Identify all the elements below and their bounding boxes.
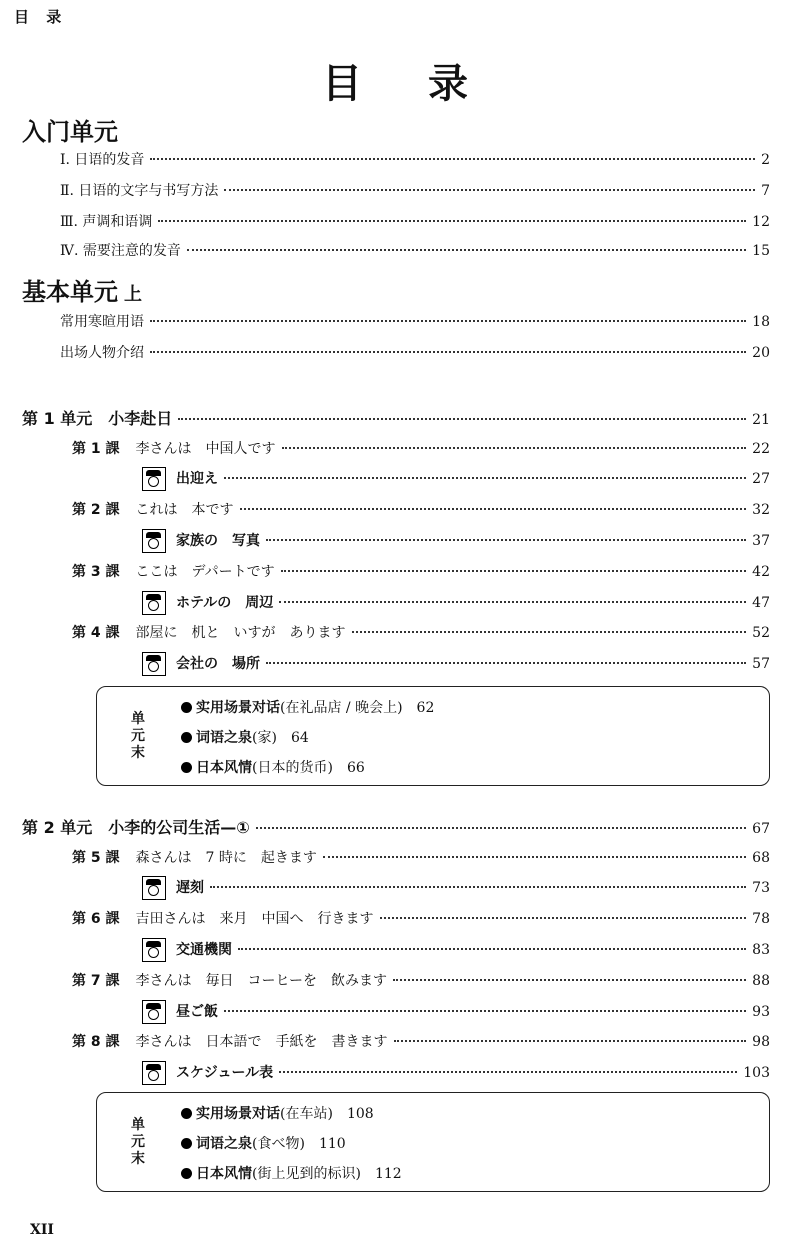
unit-page: 67 — [752, 821, 770, 837]
topic-page: 57 — [752, 656, 770, 672]
topic-entry[interactable] — [142, 1062, 770, 1084]
unit-end-label-char: 末 — [131, 745, 145, 761]
dot-leader — [224, 189, 755, 191]
unit-end-item-title: 词语之泉 — [196, 730, 252, 746]
topic-entry[interactable] — [142, 468, 770, 490]
topic-title: ホテルの 周辺 — [176, 595, 274, 611]
unit-end-item-title: 日本风情 — [196, 760, 252, 776]
section-heading-label: 基本单元 — [22, 278, 118, 306]
topic-entry[interactable] — [142, 653, 770, 675]
lesson-number: 第 5 課 — [72, 850, 120, 866]
unit-end-item-detail: (在车站) — [280, 1106, 333, 1122]
dot-leader — [238, 948, 746, 950]
toc-entry[interactable] — [60, 149, 770, 171]
unit-end-label — [129, 1117, 147, 1168]
unit-end-label-char: 元 — [131, 728, 145, 744]
topic-title: 交通機関 — [176, 942, 232, 958]
topic-entry[interactable] — [142, 877, 770, 899]
unit-end-label — [129, 711, 147, 762]
lesson-entry[interactable] — [72, 1031, 770, 1053]
unit-end-label-char: 元 — [131, 1134, 145, 1150]
dot-leader — [224, 1010, 746, 1012]
toc-entry[interactable] — [60, 311, 770, 333]
dot-leader — [158, 220, 746, 222]
dot-leader — [323, 856, 746, 858]
toc-entry-label: 常用寒暄用语 — [60, 314, 144, 330]
running-header: 目 录 — [14, 8, 68, 26]
topic-title: スケジュール表 — [176, 1065, 274, 1081]
chef-face-icon — [142, 876, 166, 900]
dot-leader — [256, 827, 746, 829]
lesson-number: 第 7 課 — [72, 973, 120, 989]
unit-entry-1[interactable] — [22, 406, 770, 428]
lesson-number: 第 4 課 — [72, 625, 120, 641]
unit-end-item-page: 64 — [290, 730, 309, 746]
topic-page: 103 — [743, 1065, 770, 1081]
dot-leader — [279, 601, 746, 603]
unit-end-item-detail: (街上见到的标识) — [252, 1166, 361, 1182]
dot-leader — [240, 508, 747, 510]
dot-leader — [394, 1040, 747, 1042]
unit-end-label-char: 末 — [131, 1151, 145, 1167]
toc-entry-page: 15 — [752, 243, 770, 259]
lesson-number: 第 8 課 — [72, 1034, 120, 1050]
lesson-title: 森さんは 7 時に 起きます — [135, 850, 317, 866]
lesson-title: 李さんは 毎日 コーヒーを 飲みます — [135, 973, 387, 989]
lesson-page: 98 — [752, 1034, 770, 1050]
unit-end-item-detail: (食べ物) — [252, 1136, 305, 1152]
chef-face-icon — [142, 1000, 166, 1024]
topic-title: 家族の 写真 — [176, 533, 260, 549]
page-title: 目 录 — [322, 61, 494, 107]
topic-page: 37 — [752, 533, 770, 549]
unit-end-box — [96, 686, 770, 786]
lesson-title: 李さんは 日本語で 手紙を 書きます — [135, 1034, 388, 1050]
lesson-entry[interactable] — [72, 908, 770, 930]
unit-end-item[interactable] — [181, 757, 365, 777]
topic-page: 73 — [752, 880, 770, 896]
lesson-page: 52 — [752, 625, 770, 641]
toc-entry[interactable] — [60, 211, 770, 233]
unit-title: 第 1 单元 小李赴日 — [22, 409, 173, 428]
lesson-page: 42 — [752, 564, 770, 580]
dot-leader — [282, 447, 747, 449]
chef-face-icon — [142, 529, 166, 553]
topic-page: 27 — [752, 471, 770, 487]
lesson-entry[interactable] — [72, 847, 770, 869]
lesson-title: ここは デパートです — [135, 564, 275, 580]
topic-entry[interactable] — [142, 1001, 770, 1023]
unit-end-item-detail: (在礼品店 / 晚会上) — [280, 700, 403, 716]
bullet-icon — [181, 702, 192, 713]
section-heading-label: 入门单元 — [22, 118, 118, 146]
dot-leader — [393, 979, 746, 981]
lesson-page: 22 — [752, 441, 770, 457]
dot-leader — [210, 886, 746, 888]
chef-face-icon — [142, 1061, 166, 1085]
dot-leader — [279, 1071, 737, 1073]
bullet-icon — [181, 762, 192, 773]
topic-page: 47 — [752, 595, 770, 611]
toc-entry[interactable] — [60, 240, 770, 262]
topic-title: 昼ご飯 — [176, 1004, 218, 1020]
dot-leader — [380, 917, 747, 919]
topic-title: 遅刻 — [176, 880, 204, 896]
dot-leader — [352, 631, 747, 633]
unit-end-item[interactable] — [181, 1133, 346, 1153]
unit-title: 第 2 单元 小李的公司生活—① — [22, 818, 250, 837]
section-heading-basic — [22, 272, 142, 307]
dot-leader — [150, 158, 755, 160]
bullet-icon — [181, 732, 192, 743]
unit-end-item-title: 实用场景对话 — [196, 1106, 280, 1122]
toc-entry-label: Ⅲ. 声调和语调 — [60, 214, 153, 230]
lesson-number: 第 1 課 — [72, 441, 120, 457]
toc-entry-page: 7 — [761, 183, 770, 199]
toc-entry[interactable] — [60, 180, 770, 202]
unit-end-item-title: 实用场景对话 — [196, 700, 280, 716]
unit-end-item-detail: (家) — [252, 730, 277, 746]
unit-end-item-detail: (日本的货币) — [252, 760, 333, 776]
bullet-icon — [181, 1168, 192, 1179]
topic-entry[interactable] — [142, 530, 770, 552]
lesson-number: 第 3 課 — [72, 564, 120, 580]
unit-end-item[interactable] — [181, 697, 434, 717]
unit-end-item[interactable] — [181, 1163, 402, 1183]
lesson-title: これは 本です — [135, 502, 234, 518]
chef-face-icon — [142, 591, 166, 615]
toc-entry-page: 20 — [752, 345, 770, 361]
section-heading-sub: 上 — [124, 284, 142, 305]
unit-end-item-page: 108 — [346, 1106, 374, 1122]
chef-face-icon — [142, 938, 166, 962]
lesson-number: 第 2 課 — [72, 502, 120, 518]
dot-leader — [178, 418, 746, 420]
lesson-title: 部屋に 机と いすが あります — [135, 625, 346, 641]
toc-entry-page: 18 — [752, 314, 770, 330]
unit-end-item-page: 62 — [416, 700, 435, 716]
dot-leader — [150, 320, 746, 322]
chef-face-icon — [142, 652, 166, 676]
toc-entry-label: Ⅱ. 日语的文字与书写方法 — [60, 183, 219, 199]
lesson-page: 68 — [752, 850, 770, 866]
topic-entry[interactable] — [142, 939, 770, 961]
lesson-number: 第 6 課 — [72, 911, 120, 927]
topic-page: 83 — [752, 942, 770, 958]
toc-entry-label: 出场人物介绍 — [60, 345, 144, 361]
toc-entry-label: Ⅰ. 日语的发音 — [60, 152, 145, 168]
lesson-page: 32 — [752, 502, 770, 518]
topic-entry[interactable] — [142, 592, 770, 614]
unit-end-item-title: 日本风情 — [196, 1166, 252, 1182]
dot-leader — [266, 539, 746, 541]
unit-end-item-page: 110 — [318, 1136, 346, 1152]
dot-leader — [281, 570, 747, 572]
unit-end-item[interactable] — [181, 1103, 374, 1123]
section-heading-intro — [22, 112, 118, 147]
lesson-entry[interactable] — [72, 499, 770, 521]
lesson-entry[interactable] — [72, 561, 770, 583]
lesson-entry[interactable] — [72, 970, 770, 992]
toc-entry[interactable] — [60, 342, 770, 364]
dot-leader — [187, 249, 746, 251]
toc-entry-label: Ⅳ. 需要注意的发音 — [60, 243, 181, 259]
unit-end-item-page: 112 — [374, 1166, 402, 1182]
topic-title: 会社の 場所 — [176, 656, 260, 672]
dot-leader — [150, 351, 746, 353]
dot-leader — [224, 477, 746, 479]
page-number: XII — [30, 1222, 54, 1238]
lesson-page: 88 — [752, 973, 770, 989]
unit-end-item[interactable] — [181, 727, 309, 747]
unit-end-item-page: 66 — [346, 760, 365, 776]
dot-leader — [266, 662, 746, 664]
unit-end-label-char: 单 — [131, 1117, 145, 1133]
topic-page: 93 — [752, 1004, 770, 1020]
unit-end-item-title: 词语之泉 — [196, 1136, 252, 1152]
lesson-entry[interactable] — [72, 438, 770, 460]
unit-entry-2[interactable] — [22, 815, 770, 837]
lesson-entry[interactable] — [72, 622, 770, 644]
bullet-icon — [181, 1138, 192, 1149]
lesson-title: 李さんは 中国人です — [135, 441, 276, 457]
chef-face-icon — [142, 467, 166, 491]
unit-end-box — [96, 1092, 770, 1192]
toc-entry-page: 12 — [752, 214, 770, 230]
unit-page: 21 — [752, 412, 770, 428]
toc-entry-page: 2 — [761, 152, 770, 168]
lesson-page: 78 — [752, 911, 770, 927]
bullet-icon — [181, 1108, 192, 1119]
unit-end-label-char: 单 — [131, 711, 145, 727]
topic-title: 出迎え — [176, 471, 218, 487]
lesson-title: 吉田さんは 来月 中国へ 行きます — [135, 911, 374, 927]
